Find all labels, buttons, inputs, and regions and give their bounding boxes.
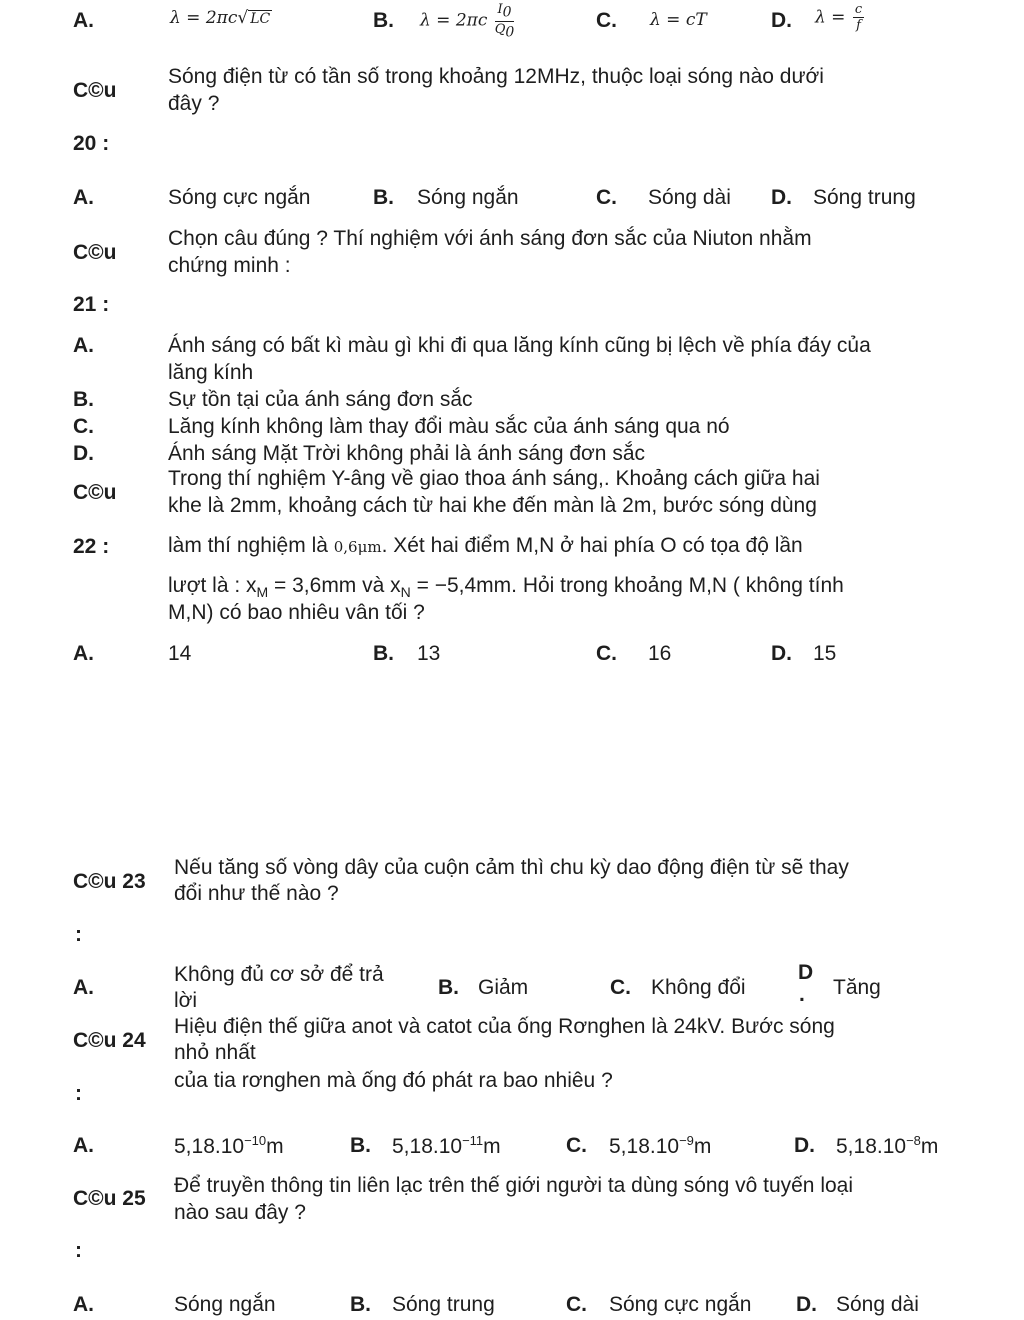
option-a-text[interactable]: Ánh sáng có bất kì màu gì khi đi qua lăng kính cũng bị lệch về phía đáy của (168, 334, 871, 357)
option-d-text[interactable]: Sóng dài (836, 1293, 919, 1316)
option-b-label: B. (373, 642, 394, 665)
option-b-text[interactable]: Sóng trung (392, 1293, 495, 1316)
subscript-n: N (400, 584, 411, 601)
option-a-label: A. (73, 334, 94, 357)
option-a-formula[interactable] (170, 8, 272, 28)
option-a-text-line2: lăng kính (168, 361, 254, 384)
value-base: 5,18.10 (836, 1135, 907, 1158)
wavelength-value: 0,6μm (333, 538, 382, 556)
question-number: 21 : (73, 293, 110, 316)
question-label: C©u 24 (73, 1029, 146, 1052)
option-d-text[interactable]: Sóng trung (813, 186, 916, 209)
question-text-line2: nhỏ nhất (174, 1041, 256, 1064)
value-base: 5,18.10 (392, 1135, 463, 1158)
option-c-label: C. (73, 415, 94, 438)
value-base: 5,18.10 (174, 1135, 245, 1158)
formula-d-num: c (854, 2, 863, 17)
question-text-line3 (168, 533, 803, 558)
option-b-text[interactable]: 13 (417, 642, 441, 665)
question-text-line2: khe là 2mm, khoảng cách từ hai khe đến màn là 2m, bước sóng dùng (168, 494, 817, 517)
formula-b-num-sub: 0 (502, 4, 512, 21)
option-a-label: A. (73, 9, 94, 32)
option-a-text[interactable]: Sóng ngắn (174, 1293, 276, 1316)
value-unit: m (483, 1135, 501, 1158)
option-b-label: B. (373, 9, 394, 32)
question-number: 20 : (73, 132, 110, 155)
option-c-label: C. (596, 9, 617, 32)
question-text-line1: Hiệu điện thế giữa anot và catot của ống Rơnghen là 24kV. Bước sóng (174, 1015, 835, 1038)
option-c-text[interactable]: Không đổi (651, 976, 746, 999)
option-c-label: C. (566, 1293, 587, 1316)
question-text-line2: đổi như thế nào ? (174, 882, 339, 905)
text-segment: = −5,4mm. Hỏi trong khoảng M,N ( không tính (410, 574, 844, 597)
text-segment: = 3,6mm và x (268, 574, 401, 597)
question-text-line1: Sóng điện từ có tần số trong khoảng 12MHz, thuộc loại sóng nào dưới (168, 65, 824, 88)
option-a-text-line2: lời (174, 989, 198, 1012)
value-unit: m (920, 1135, 939, 1158)
value-exponent: −11 (462, 1133, 484, 1148)
option-a-text[interactable]: Sóng cực ngắn (168, 186, 311, 209)
option-d-text[interactable]: Tăng (833, 976, 881, 999)
option-c-formula[interactable]: λ = cT (650, 10, 707, 30)
option-c-label: C. (596, 186, 617, 209)
formula-a-radicand: LC (250, 11, 271, 27)
option-d-formula[interactable] (815, 2, 864, 34)
subscript-m: M (256, 584, 269, 601)
formula-d-fraction (853, 2, 864, 34)
text-segment: làm thí nghiệm là (168, 534, 334, 557)
question-text-line1: Chọn câu đúng ? Thí nghiệm với ánh sáng đơn sắc của Niuton nhằm (168, 227, 812, 250)
option-b-text[interactable]: Sóng ngắn (417, 186, 519, 209)
option-d-label: D. (771, 9, 792, 32)
option-a-label: A. (73, 976, 94, 999)
question-text-line2: chứng minh : (168, 254, 291, 277)
option-c-text[interactable]: Lăng kính không làm thay đổi màu sắc của ánh sáng qua nó (168, 415, 730, 438)
question-label: C©u 23 (73, 870, 146, 893)
option-b-text[interactable] (392, 1133, 501, 1159)
option-d-label: D. (796, 1293, 817, 1316)
option-c-text[interactable]: Sóng cực ngắn (609, 1293, 752, 1316)
option-d-label: D. (794, 1134, 815, 1157)
question-colon: : (75, 1082, 82, 1105)
question-text-line4 (168, 573, 844, 601)
option-a-text[interactable] (174, 1133, 284, 1159)
question-text-line2: nào sau đây ? (174, 1201, 306, 1224)
question-text-line1: Nếu tăng số vòng dây của cuộn cảm thì chu kỳ dao động điện từ sẽ thay (174, 856, 849, 879)
option-c-label: C. (596, 642, 617, 665)
question-label: C©u (73, 79, 117, 102)
value-unit: m (266, 1135, 284, 1158)
formula-b-fraction (495, 2, 515, 40)
text-segment: lượt là : x (168, 574, 257, 597)
formula-a-lhs: λ = 2πc (170, 8, 238, 28)
option-d-label: D. (73, 442, 94, 465)
option-d-text[interactable] (836, 1133, 938, 1159)
option-c-text[interactable]: 16 (648, 642, 672, 665)
option-c-text[interactable]: Sóng dài (648, 186, 731, 209)
option-c-label: C. (610, 976, 631, 999)
option-d-label: D. (771, 186, 792, 209)
option-b-formula[interactable] (420, 2, 514, 40)
option-b-label: B. (73, 388, 94, 411)
question-text-line2: đây ? (168, 92, 220, 115)
question-label: C©u (73, 481, 117, 504)
question-colon: : (75, 923, 82, 946)
value-exponent: −8 (906, 1133, 921, 1148)
option-d-dot: . (799, 983, 805, 1006)
option-c-text[interactable] (609, 1133, 711, 1159)
formula-d-den: f (856, 18, 861, 33)
question-text-line5: M,N) có bao nhiêu vân tối ? (168, 601, 425, 624)
option-a-label: A. (73, 1293, 94, 1316)
formula-d-lhs: λ = (815, 7, 846, 28)
value-base: 5,18.10 (609, 1135, 680, 1158)
option-d-label: D (798, 961, 814, 984)
formula-b-den: Q (494, 21, 506, 37)
option-b-text[interactable]: Giảm (478, 976, 529, 999)
option-b-text[interactable]: Sự tồn tại của ánh sáng đơn sắc (168, 388, 473, 411)
value-exponent: −9 (679, 1133, 694, 1148)
formula-b-num: I (497, 2, 503, 17)
question-text-line1: Trong thí nghiệm Y-âng về giao thoa ánh sáng,. Khoảng cách giữa hai (168, 467, 820, 490)
option-a-label: A. (73, 186, 94, 209)
formula-b-lhs: λ = 2πc (420, 10, 488, 31)
formula-b-den-sub: 0 (505, 24, 515, 41)
option-c-label: C. (566, 1134, 587, 1157)
option-b-label: B. (373, 186, 394, 209)
option-d-label: D. (771, 642, 792, 665)
question-text-line1: Để truyền thông tin liên lạc trên thế giới người ta dùng sóng vô tuyến loại (174, 1174, 854, 1197)
question-text-line3: của tia rơnghen mà ống đó phát ra bao nhiêu ? (174, 1069, 613, 1092)
option-a-text[interactable]: Không đủ cơ sở để trả (174, 963, 384, 986)
option-d-text[interactable]: Ánh sáng Mặt Trời không phải là ánh sáng đơn sắc (168, 442, 646, 465)
option-d-text[interactable]: 15 (813, 642, 837, 665)
option-b-label: B. (438, 976, 459, 999)
option-a-label: A. (73, 1134, 94, 1157)
question-number: 22 : (73, 535, 110, 558)
sqrt-icon: √ (237, 8, 249, 28)
option-a-text[interactable]: 14 (168, 642, 192, 665)
option-b-label: B. (350, 1293, 371, 1316)
value-exponent: −10 (244, 1133, 267, 1148)
value-unit: m (693, 1135, 712, 1158)
question-label: C©u (73, 241, 117, 264)
option-a-label: A. (73, 642, 94, 665)
text-segment: . Xét hai điểm M,N ở hai phía O có tọa độ lần (381, 534, 803, 557)
question-label: C©u 25 (73, 1187, 146, 1210)
option-b-label: B. (350, 1134, 371, 1157)
question-colon: : (75, 1239, 82, 1262)
